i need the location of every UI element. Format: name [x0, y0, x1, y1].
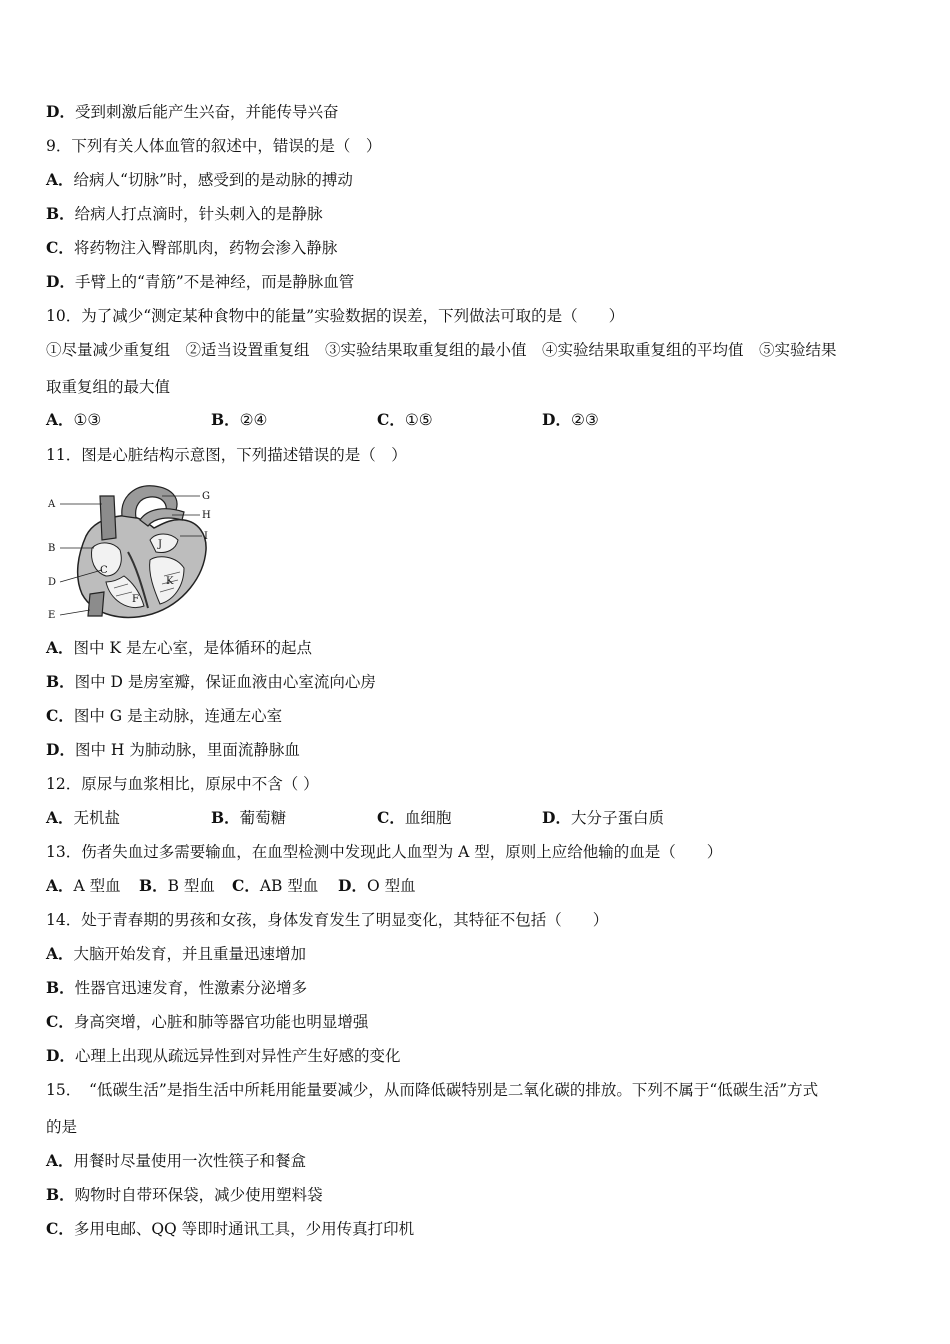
q14-option-c	[46, 1012, 368, 1032]
q9-option-b	[46, 204, 323, 224]
label-h: H	[202, 510, 211, 521]
option-text: 给病人打点滴时，针头刺入的是静脉	[74, 205, 323, 223]
option-label: A．	[46, 170, 74, 189]
q12-option-b	[211, 808, 286, 828]
option-text: 血细胞	[404, 809, 452, 827]
q10-options-row	[46, 410, 646, 430]
option-text: ①⑤	[404, 411, 433, 429]
option-label: B．	[211, 808, 240, 827]
option-label: D．	[542, 410, 571, 429]
option-label: C．	[46, 1219, 74, 1238]
q9-stem: 9．下列有关人体血管的叙述中，错误的是（ ）	[46, 137, 382, 155]
q12-option-d	[542, 808, 664, 828]
option-label: D．	[46, 102, 75, 121]
label-a: A	[48, 499, 56, 510]
option-text: 将药物注入臀部肌肉，药物会渗入静脉	[73, 239, 338, 257]
q14-option-d	[46, 1046, 400, 1066]
q9-option-c	[46, 238, 337, 258]
label-j: J	[158, 539, 163, 550]
option-label: B．	[46, 978, 75, 997]
option-text: AB 型血	[259, 877, 319, 895]
option-text: O 型血	[366, 877, 416, 895]
q10-option-c	[377, 410, 433, 430]
option-text: 受到刺激后能产生兴奋，并能传导兴奋	[74, 103, 339, 121]
q12-option-c	[377, 808, 451, 828]
q13-option-b	[139, 876, 215, 896]
option-text: ②④	[239, 411, 268, 429]
q10-items-line2: 取重复组的最大值	[46, 378, 171, 396]
q9-option-d	[46, 272, 354, 292]
q10-option-b	[211, 410, 267, 430]
q10-stem: 10．为了减少“测定某种食物中的能量”实验数据的误差，下列做法可取的是（ ）	[46, 307, 625, 325]
q9-option-a	[46, 170, 353, 190]
q13-option-c	[232, 876, 318, 896]
q10-option-a	[46, 410, 101, 430]
q12-options-row	[46, 808, 696, 828]
option-text: 购物时自带环保袋，减少使用塑料袋	[74, 1186, 323, 1204]
heart-diagram	[44, 476, 224, 626]
option-text: 性器官迅速发育，性激素分泌增多	[74, 979, 308, 997]
option-label: D．	[338, 876, 367, 895]
q14-option-a	[46, 944, 306, 964]
q11-stem: 11．图是心脏结构示意图，下列描述错误的是（ ）	[46, 446, 407, 464]
q14-option-b	[46, 978, 307, 998]
option-label: D．	[542, 808, 571, 827]
option-text: 给病人“切脉”时，感受到的是动脉的搏动	[73, 171, 353, 189]
q14-stem: 14．处于青春期的男孩和女孩，身体发育发生了明显变化，其特征不包括（ ）	[46, 911, 609, 929]
q11-option-d	[46, 740, 300, 760]
q11-option-c	[46, 706, 282, 726]
option-label: C．	[46, 1012, 74, 1031]
q13-stem: 13．伤者失血过多需要输血，在血型检测中发现此人血型为 A 型，原则上应给他输的血是（ ）	[46, 843, 723, 861]
option-text: 手臂上的“青筋”不是神经，而是静脉血管	[74, 273, 355, 291]
option-label: A．	[46, 638, 74, 657]
option-label: C．	[377, 808, 405, 827]
label-k: K	[166, 576, 174, 587]
option-text: ①③	[73, 411, 102, 429]
label-d: D	[48, 577, 57, 588]
option-label: A．	[46, 876, 74, 895]
option-text: A 型血	[73, 877, 121, 895]
q15-stem-line1: 15． “低碳生活”是指生活中所耗用能量要减少，从而降低碳特别是二氧化碳的排放。下列不属于“低碳生活”方式	[46, 1081, 819, 1099]
q15-stem-line2: 的是	[46, 1118, 78, 1136]
option-text: ②③	[570, 411, 599, 429]
label-e: E	[48, 610, 56, 621]
q11-option-b	[46, 672, 376, 692]
option-text: 身高突增，心脏和肺等器官功能也明显增强	[73, 1013, 369, 1031]
q12-option-a	[46, 808, 120, 828]
q13-options-row	[46, 876, 466, 896]
option-text: 心理上出现从疏远异性到对异性产生好感的变化	[74, 1047, 401, 1065]
label-f: F	[132, 594, 139, 605]
option-text: 多用电邮、QQ 等即时通讯工具，少用传真打印机	[73, 1220, 415, 1238]
option-label: D．	[46, 740, 75, 759]
q15-option-b	[46, 1185, 323, 1205]
option-label: C．	[232, 876, 260, 895]
q11-option-a	[46, 638, 312, 658]
option-label: C．	[377, 410, 405, 429]
option-text: 无机盐	[73, 809, 121, 827]
q13-option-d	[338, 876, 416, 896]
option-text: 大脑开始发育，并且重量迅速增加	[73, 945, 307, 963]
q15-option-c	[46, 1219, 414, 1239]
label-i: I	[204, 531, 208, 542]
option-label: A．	[46, 944, 74, 963]
option-text: 图中 D 是房室瓣，保证血液由心室流向心房	[74, 673, 376, 691]
heart-diagram-svg	[44, 476, 224, 626]
q10-option-d	[542, 410, 599, 430]
option-label: C．	[46, 706, 74, 725]
option-text: 大分子蛋白质	[570, 809, 664, 827]
option-label: C．	[46, 238, 74, 257]
option-text: B 型血	[167, 877, 215, 895]
option-text: 图中 K 是左心室，是体循环的起点	[73, 639, 312, 657]
option-label: A．	[46, 410, 74, 429]
option-text: 图中 H 为肺动脉，里面流静脉血	[74, 741, 300, 759]
q8-option-d	[46, 102, 338, 122]
heart-drawing	[78, 486, 206, 618]
q15-option-a	[46, 1151, 306, 1171]
q13-option-a	[46, 876, 121, 896]
option-label: B．	[46, 672, 75, 691]
label-b: B	[48, 543, 56, 554]
option-text: 葡萄糖	[239, 809, 287, 827]
option-label: D．	[46, 272, 75, 291]
option-text: 图中 G 是主动脉，连通左心室	[73, 707, 283, 725]
q10-items-line1: ①尽量减少重复组 ②适当设置重复组 ③实验结果取重复组的最小值 ④实验结果取重复组的平均值 ⑤实验结果	[46, 341, 837, 359]
q12-stem: 12．原尿与血浆相比，原尿中不含（ ）	[46, 775, 319, 793]
option-label: B．	[211, 410, 240, 429]
option-label: A．	[46, 1151, 74, 1170]
option-label: B．	[46, 1185, 75, 1204]
option-label: D．	[46, 1046, 75, 1065]
label-c: C	[100, 565, 108, 576]
option-label: B．	[139, 876, 168, 895]
option-label: A．	[46, 808, 74, 827]
label-g: G	[202, 491, 210, 502]
option-label: B．	[46, 204, 75, 223]
option-text: 用餐时尽量使用一次性筷子和餐盒	[73, 1152, 307, 1170]
